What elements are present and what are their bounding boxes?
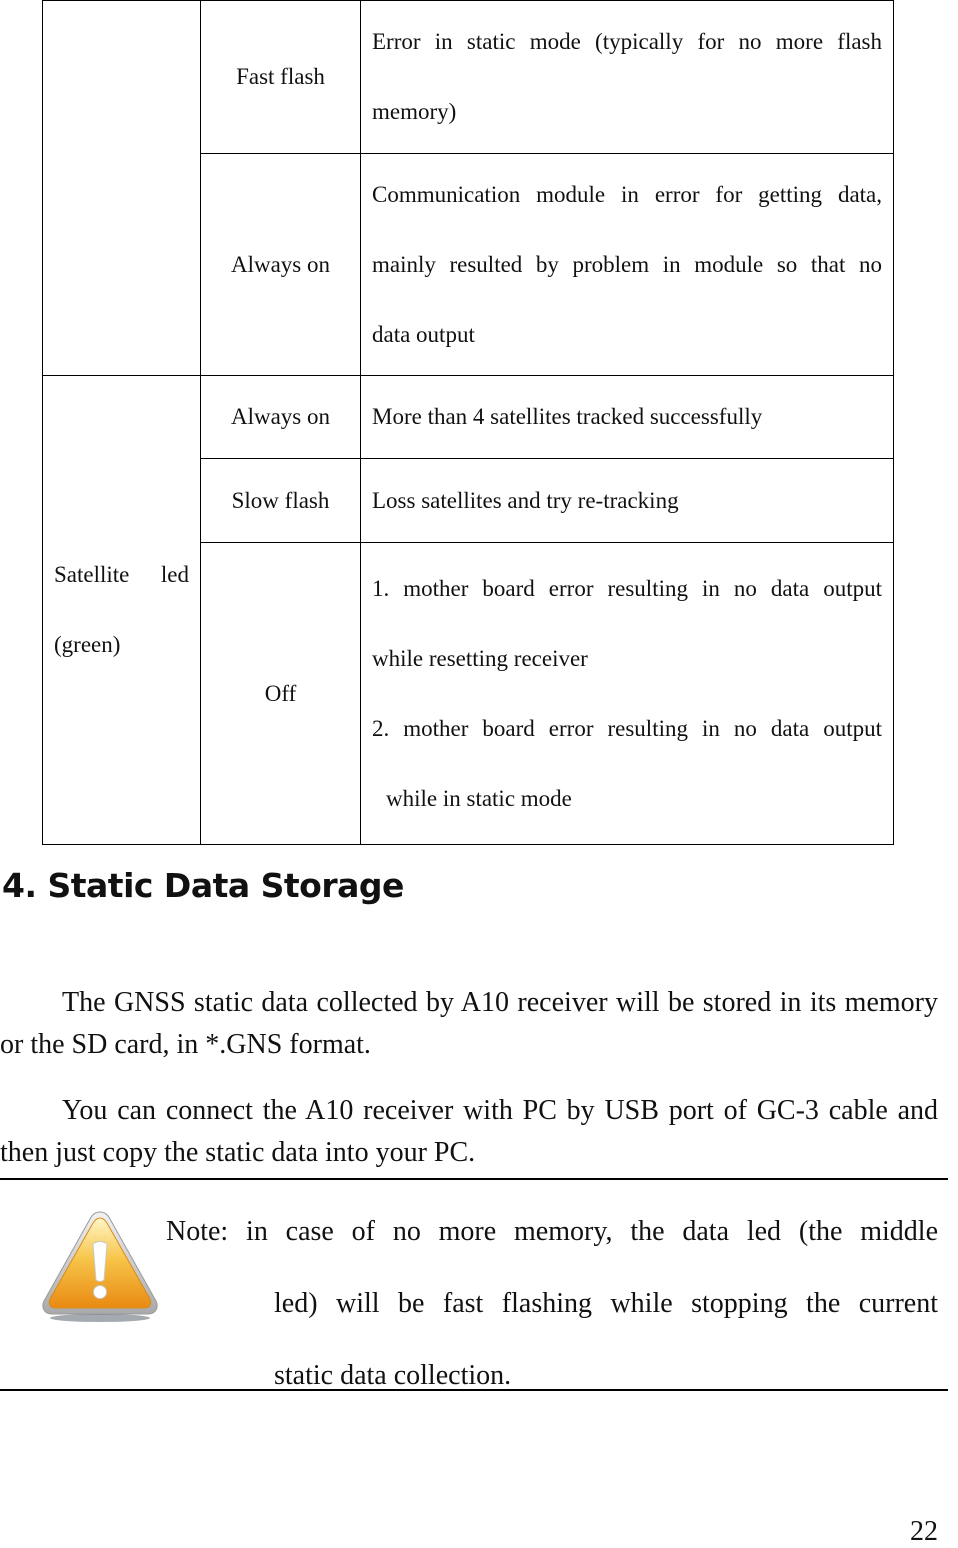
led-status-table: [42, 0, 894, 845]
description-line: while in static mode: [386, 785, 572, 811]
description-line: Error in static mode (typically for no more flash: [372, 29, 882, 54]
description-line: while resetting receiver: [372, 645, 588, 671]
description-line: 1. mother board error resulting in no data output: [372, 575, 882, 601]
note-line: Note: in case of no more memory, the data led (the middle: [166, 1216, 938, 1247]
warning-icon: [38, 1206, 162, 1326]
led-description-cell: [361, 459, 894, 543]
body-paragraph: The GNSS static data collected by A10 receiver will be stored in its memory or the SD card, in *.GNS format.: [0, 987, 938, 1060]
table-row: [43, 1, 894, 154]
description-line: memory): [372, 99, 457, 124]
led-state-cell: Off: [201, 543, 361, 845]
led-description-cell: [361, 1, 894, 154]
section-heading: 4. Static Data Storage: [2, 866, 404, 905]
description-line: mainly resulted by problem in module so that no: [372, 251, 882, 277]
led-description-cell: [361, 154, 894, 376]
description-line: data output: [372, 321, 475, 347]
note-top-rule: [0, 1178, 948, 1180]
body-paragraph: You can connect the A10 receiver with PC by USB port of GC-3 cable and then just copy the static data into your PC.: [0, 1095, 938, 1168]
led-state-cell: Fast flash: [201, 1, 361, 154]
led-description-cell: [361, 543, 894, 845]
table-row: [43, 376, 894, 459]
description-line: More than 4 satellites tracked successfully: [372, 404, 763, 429]
led-group-cell: Satellite led (green): [43, 376, 201, 845]
led-group-cell-empty: [43, 1, 201, 376]
description-line: 2. mother board error resulting in no data output: [372, 715, 882, 741]
led-state-cell: Slow flash: [201, 459, 361, 543]
led-state-cell: Always on: [201, 376, 361, 459]
note-text: [166, 1196, 938, 1412]
description-line: Communication module in error for getting data,: [372, 181, 882, 207]
note-line: led) will be fast flashing while stopping the current: [274, 1288, 938, 1319]
description-line: Loss satellites and try re-tracking: [372, 487, 679, 513]
led-description-cell: [361, 376, 894, 459]
note-bottom-rule: [0, 1389, 948, 1391]
note-line: static data collection.: [274, 1360, 512, 1391]
page-number: 22: [910, 1516, 938, 1547]
led-state-cell: Always on: [201, 154, 361, 376]
